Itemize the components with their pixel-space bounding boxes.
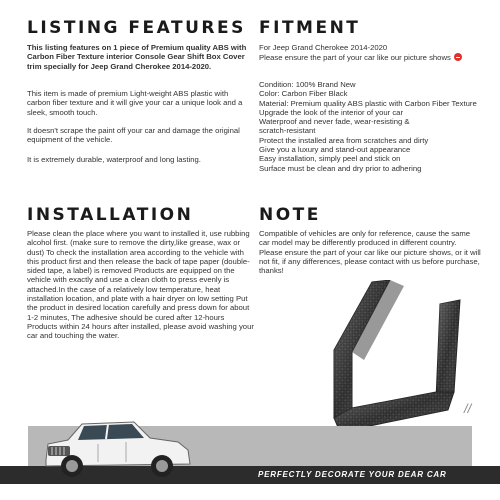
listing-para-2: This item is made of premium Light-weight ABS plastic with carbon fiber texture and it will give your car a unique look and a sleek, smooth touch. (27, 89, 243, 117)
fitment-line: Easy installation, simply peel and stick on (259, 154, 401, 164)
fitment-intro (259, 43, 479, 63)
listing-para-1: This listing features on 1 piece of Premium quality ABS with Carbon Fiber Texture interior Console Gear Shift Box Cover trim specially for Jeep Grand Cherokee 2014-2020. (27, 43, 247, 71)
fitment-intro-text: Please ensure the part of your car like our picture shows (259, 53, 451, 63)
installation-text: Please clean the place where you want to installed it, use rubbing alcohol first. (make sure to remove the dirty,like grease, wax or dust) To check the installation area according to the vehicle with this product first and then release the back of tape paper (double-sided tape, a label) is removed Products are equipped on the vehicle with exactly and use a clean cloth to press evenly is attached.In the case of a relatively low temperature, heat installation location, and plate with a hair dryer on low setting Put the product in desired location carefully and press down for about 1-2 minutes, The adhesive should be cured after 12-hours Products within 24 hours after installed, please avoid washing your car and touching the water. (27, 229, 254, 341)
installation-title: INSTALLATION (27, 205, 194, 225)
fitment-intro-line-1: For Jeep Grand Cherokee 2014-2020 (259, 43, 388, 52)
fitment-line: Color: Carbon Fiber Black (259, 89, 348, 99)
product-image (300, 280, 500, 440)
fitment-intro-line-2 (259, 52, 479, 62)
banner-slogan: PERFECTLY DECORATE YOUR DEAR CAR (258, 470, 447, 479)
listing-para-3: It doesn't scrape the paint off your car and damage the original equipment of the vehicle. (27, 126, 240, 145)
red-circle-icon (454, 53, 462, 61)
fitment-line: Material: Premium quality ABS plastic with Carbon Fiber Texture (259, 98, 477, 108)
fitment-line: Protect the installed area from scratches and dirty (259, 135, 429, 145)
fitment-line: Waterproof and never fade, wear-resisting & (259, 117, 410, 127)
fitment-line: Surface must be clean and dry prior to adhering (259, 163, 422, 173)
listing-features-title: LISTING FEATURES (27, 18, 246, 38)
fitment-line: scratch-resistant (259, 126, 316, 136)
fitment-line: Condition: 100% Brand New (259, 80, 356, 89)
note-text: Compatible of vehicles are only for reference, cause the same car model may be differently produced in different country. Please ensure the part of your car like our picture shows, or it will not fit, if any differences, please contact with us before purchase, thanks! (259, 229, 481, 276)
fitment-title: FITMENT (259, 18, 361, 38)
fitment-line: Give you a luxury and stand-out appearance (259, 145, 411, 155)
listing-para-4: It is extremely durable, waterproof and long lasting. (27, 155, 201, 164)
note-title: NOTE (259, 205, 321, 225)
decorative-slash-mark: // (464, 401, 472, 416)
fitment-list (259, 80, 479, 173)
fitment-line: Upgrade the look of the interior of your car (259, 107, 404, 117)
car-image (38, 414, 198, 482)
